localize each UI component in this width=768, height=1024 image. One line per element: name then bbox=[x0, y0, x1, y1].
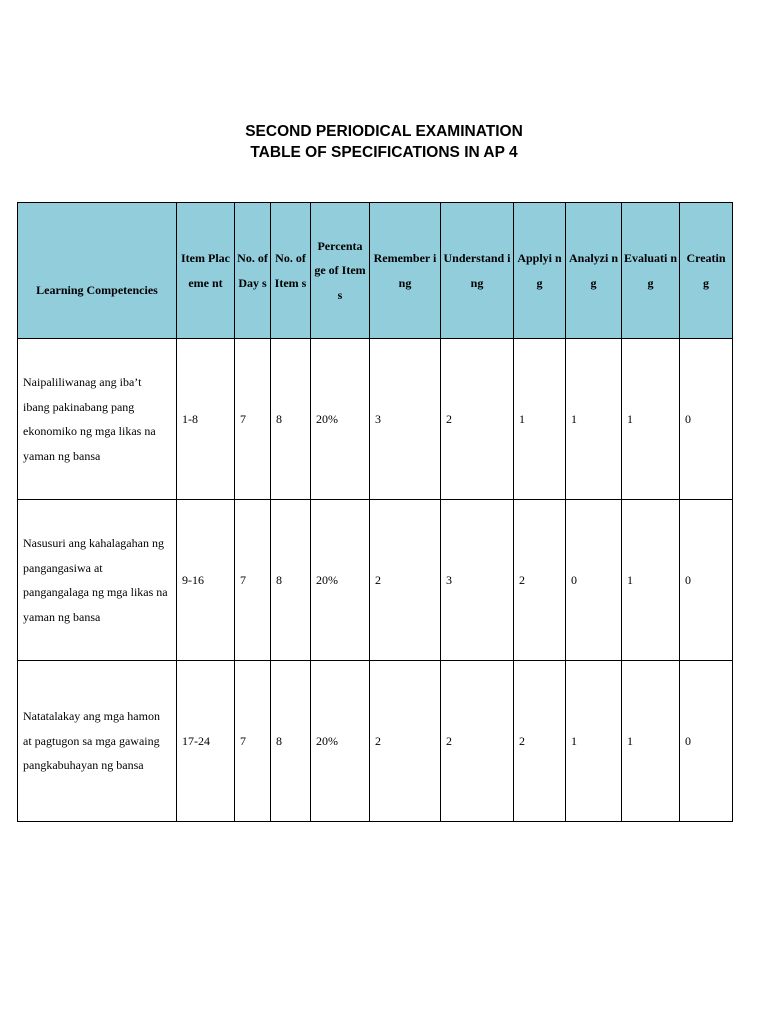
header-analyzing: Analyzi ng bbox=[566, 203, 622, 339]
cell-applying: 1 bbox=[514, 339, 566, 500]
table-row bbox=[18, 339, 733, 500]
header-evaluating: Evaluati ng bbox=[622, 203, 680, 339]
cell-competency: Naipaliliwanag ang iba’t ibang pakinabang pang ekonomiko ng mga likas na yaman ng bansa bbox=[18, 339, 177, 500]
document-title bbox=[0, 121, 768, 163]
title-line-2: TABLE OF SPECIFICATIONS IN AP 4 bbox=[250, 144, 518, 161]
cell-evaluating: 1 bbox=[622, 339, 680, 500]
header-learning-competencies: Learning Competencies bbox=[18, 203, 177, 339]
cell-percentage: 20% bbox=[311, 339, 370, 500]
cell-days: 7 bbox=[235, 500, 271, 661]
cell-remembering: 2 bbox=[370, 500, 441, 661]
header-no-of-days: No. of Day s bbox=[235, 203, 271, 339]
cell-applying: 2 bbox=[514, 500, 566, 661]
cell-remembering: 3 bbox=[370, 339, 441, 500]
cell-competency: Natatalakay ang mga hamon at pagtugon sa mga gawaing pangkabuhayan ng bansa bbox=[18, 661, 177, 822]
cell-evaluating: 1 bbox=[622, 661, 680, 822]
cell-days: 7 bbox=[235, 661, 271, 822]
cell-percentage: 20% bbox=[311, 500, 370, 661]
header-understanding: Understand ing bbox=[441, 203, 514, 339]
title-line-1: SECOND PERIODICAL EXAMINATION bbox=[245, 123, 523, 140]
cell-analyzing: 1 bbox=[566, 339, 622, 500]
cell-placement: 17-24 bbox=[177, 661, 235, 822]
table-row bbox=[18, 500, 733, 661]
cell-items: 8 bbox=[271, 661, 311, 822]
cell-creating: 0 bbox=[680, 661, 733, 822]
cell-applying: 2 bbox=[514, 661, 566, 822]
specifications-table bbox=[17, 202, 733, 822]
header-item-placement: Item Placeme nt bbox=[177, 203, 235, 339]
cell-items: 8 bbox=[271, 339, 311, 500]
header-applying: Applyi ng bbox=[514, 203, 566, 339]
header-no-of-items: No. of Item s bbox=[271, 203, 311, 339]
table-header-row bbox=[18, 203, 733, 339]
cell-understanding: 3 bbox=[441, 500, 514, 661]
cell-analyzing: 0 bbox=[566, 500, 622, 661]
cell-percentage: 20% bbox=[311, 661, 370, 822]
cell-creating: 0 bbox=[680, 500, 733, 661]
header-creating: Creatin g bbox=[680, 203, 733, 339]
cell-understanding: 2 bbox=[441, 339, 514, 500]
cell-placement: 9-16 bbox=[177, 500, 235, 661]
cell-competency: Nasusuri ang kahalagahan ng pangangasiwa at pangangalaga ng mga likas na yaman ng bansa bbox=[18, 500, 177, 661]
cell-items: 8 bbox=[271, 500, 311, 661]
cell-placement: 1-8 bbox=[177, 339, 235, 500]
cell-remembering: 2 bbox=[370, 661, 441, 822]
header-remembering: Remember ing bbox=[370, 203, 441, 339]
cell-understanding: 2 bbox=[441, 661, 514, 822]
header-percentage-of-items: Percenta ge of Items bbox=[311, 203, 370, 339]
cell-days: 7 bbox=[235, 339, 271, 500]
table-row bbox=[18, 661, 733, 822]
cell-evaluating: 1 bbox=[622, 500, 680, 661]
cell-creating: 0 bbox=[680, 339, 733, 500]
cell-analyzing: 1 bbox=[566, 661, 622, 822]
